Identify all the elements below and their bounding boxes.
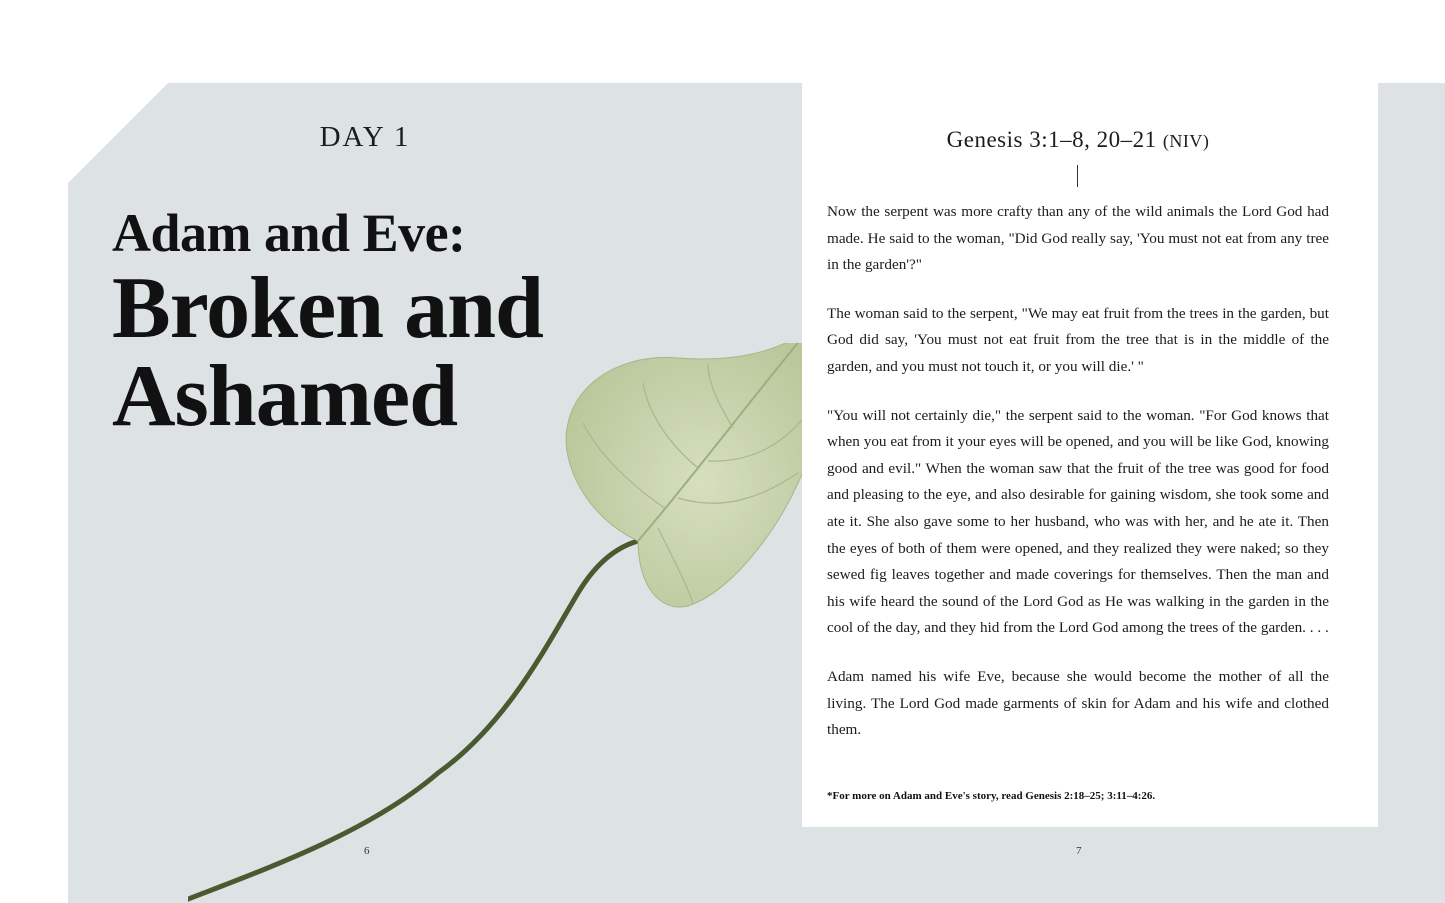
scripture-ref-text: Genesis 3:1–8, 20–21 xyxy=(946,127,1157,152)
title-line-1: Adam and Eve: xyxy=(112,203,466,263)
scripture-reference xyxy=(802,127,1354,153)
scripture-paragraph-4: Adam named his wife Eve, because she would become the mother of all the living. The Lord God made garments of skin for Adam and his wife and clothed them. xyxy=(827,667,1329,739)
scripture-body xyxy=(827,199,1329,766)
scripture-paragraph-2: The woman said to the serpent, "We may eat fruit from the trees in the garden, but God did say, 'You must not eat fruit from the tree that is in the middle of the garden, and you must not touch it, or you will die.' " xyxy=(827,304,1329,375)
leaf-icon xyxy=(188,343,838,903)
title-line-3: Ashamed xyxy=(112,348,458,445)
page-number-right: 7 xyxy=(1076,845,1082,857)
day-label: DAY 1 xyxy=(319,121,411,153)
page-number-left: 6 xyxy=(364,845,370,857)
scripture-version: (NIV) xyxy=(1162,131,1210,151)
scripture-paragraph-3: "You will not certainly die," the serpent said to the woman. "For God knows that when you eat from it your eyes will be opened, and you will be like God, knowing good and evil." When the woman saw that the fruit of the tree was good for food and pleasing to the eye, and also desirable for gaining wisdom, she took some and ate it. She also gave some to her husband, who was with her, and he ate it. Then the eyes of both of them were opened, and they realized they were naked; so they sewed fig leaves together and made coverings for themselves. Then the man and his wife heard the sound of the Lord God as He was walking in the garden in the cool of the day, and they hid from the Lord God among the trees of the garden. . . . xyxy=(827,406,1329,637)
title-line-2: Broken and xyxy=(112,260,543,357)
left-page xyxy=(68,83,801,903)
divider-rule xyxy=(1077,165,1078,187)
footnote: *For more on Adam and Eve's story, read Genesis 2:18–25; 3:11–4:26. xyxy=(827,790,1156,802)
right-page xyxy=(802,83,1378,827)
scripture-paragraph-1: Now the serpent was more crafty than any of the wild animals the Lord God had made. He said to the woman, "Did God really say, 'You must not eat from any tree in the garden'?" xyxy=(827,203,1329,274)
